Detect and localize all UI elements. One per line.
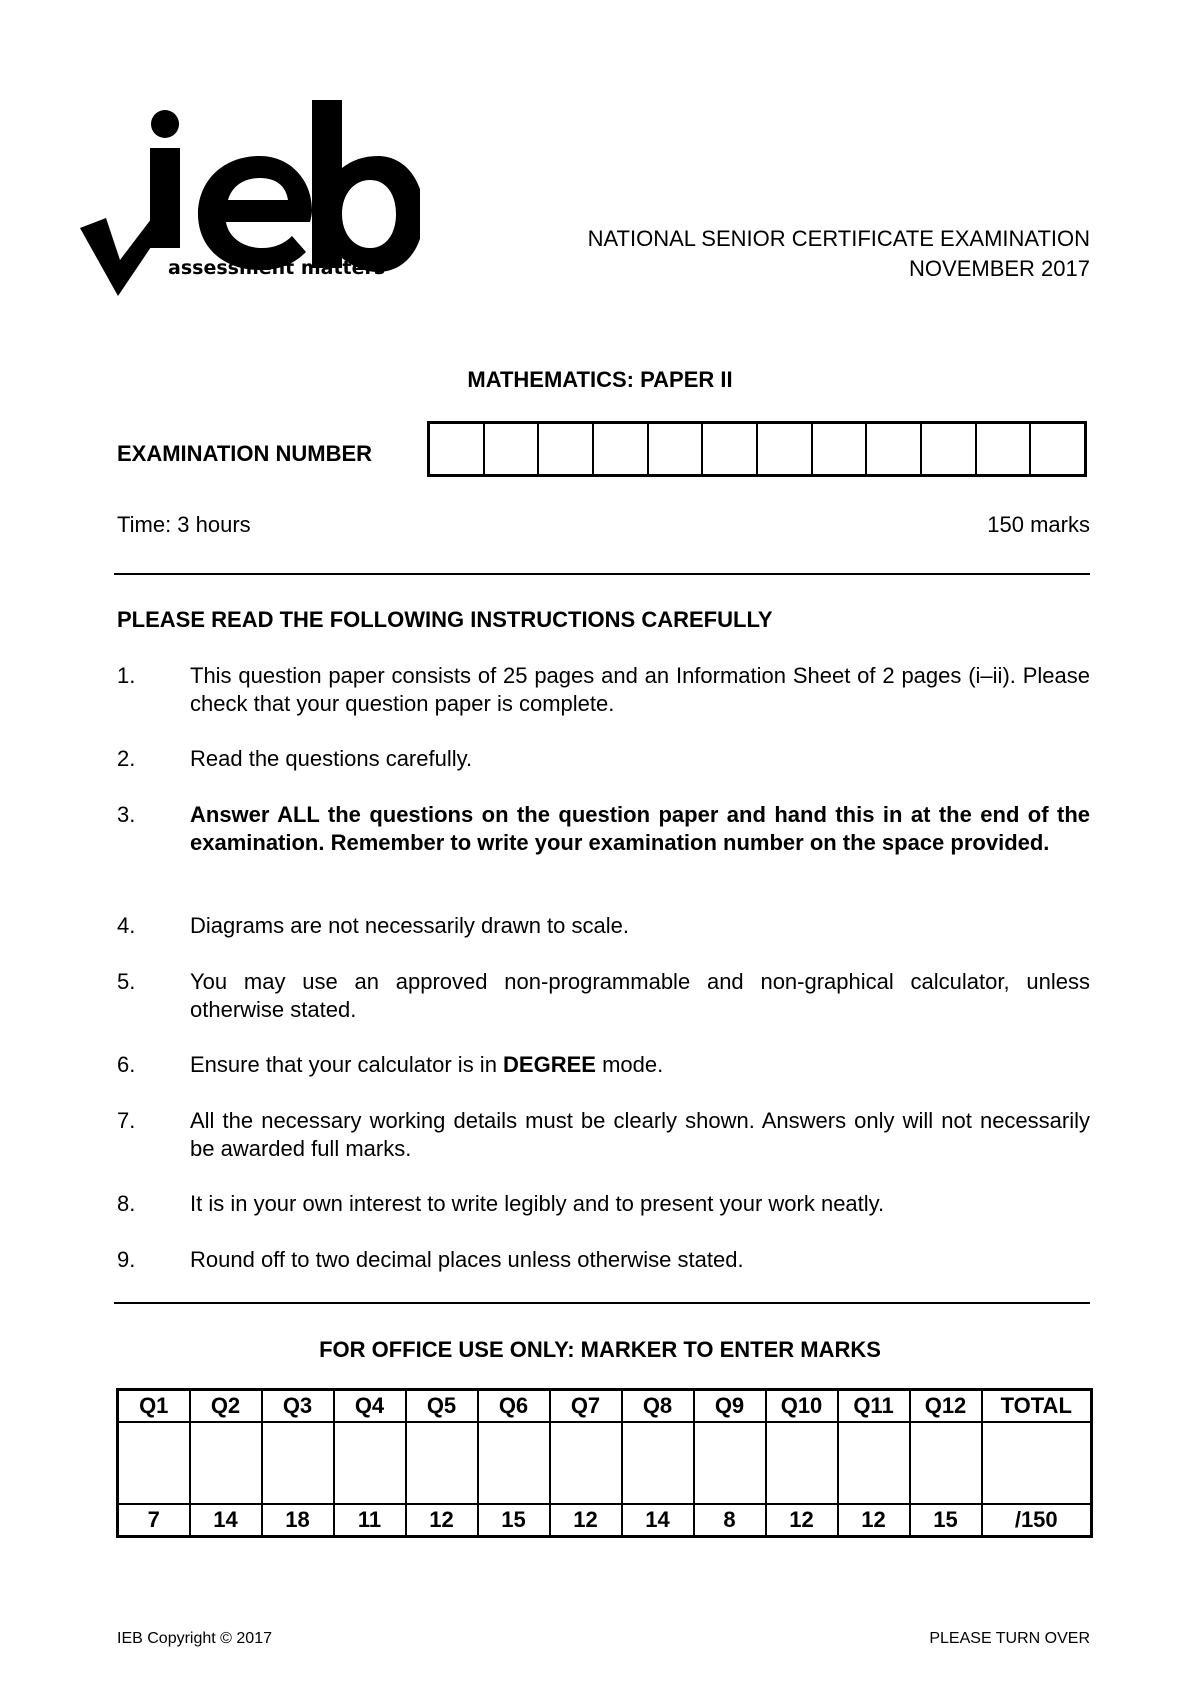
marks-column-header: Q3	[262, 1390, 334, 1423]
instruction-item	[117, 801, 1090, 857]
instruction-number: 3.	[117, 802, 136, 827]
footer-copyright: IEB Copyright © 2017	[117, 1630, 272, 1647]
exam-number-cell[interactable]	[649, 424, 704, 474]
instruction-text-emphasis: ALL	[277, 802, 320, 827]
divider	[114, 1302, 1090, 1304]
marks-entry-cell[interactable]	[262, 1422, 334, 1504]
instruction-number: 7.	[117, 1108, 136, 1133]
marks-column-header: Q1	[118, 1390, 190, 1423]
instruction-text: All the necessary working details must be clearly shown. Answers only will not necessarily be awarded full marks.	[190, 1108, 1090, 1161]
instruction-text: This question paper consists of 25 pages and an Information Sheet of 2 pages (i–ii). Please check that your question paper is complete.	[190, 663, 1090, 716]
exam-title: NATIONAL SENIOR CERTIFICATE EXAMINATION	[587, 226, 1090, 251]
marks-entry-cell[interactable]	[478, 1422, 550, 1504]
exam-number-box[interactable]	[427, 421, 1087, 477]
max-marks-cell: 12	[766, 1504, 838, 1537]
marks-entry-cell[interactable]	[334, 1422, 406, 1504]
marks-column-header: Q11	[838, 1390, 910, 1423]
marks-table	[116, 1388, 1093, 1538]
marks-column-header: Q4	[334, 1390, 406, 1423]
marks-entry-cell[interactable]	[838, 1422, 910, 1504]
instruction-text-part: the questions on the question paper and hand this in at the end of the examination. Remember to write your examination number on the space provided.	[190, 802, 1090, 855]
marks-entry-cell[interactable]	[766, 1422, 838, 1504]
max-marks-cell: 12	[838, 1504, 910, 1537]
instruction-text	[190, 801, 1090, 857]
marks-entry-cell[interactable]	[694, 1422, 766, 1504]
marks-column-header: Q9	[694, 1390, 766, 1423]
exam-number-cell[interactable]	[703, 424, 758, 474]
marks-column-header: Q6	[478, 1390, 550, 1423]
max-marks-cell: 14	[190, 1504, 262, 1537]
max-marks-cell: 18	[262, 1504, 334, 1537]
instruction-text-part: Ensure that your calculator is in	[190, 1052, 504, 1077]
instruction-item	[117, 745, 1090, 773]
exam-number-cell[interactable]	[430, 424, 485, 474]
time-allowed: Time: 3 hours	[117, 512, 251, 537]
instruction-number: 4.	[117, 913, 136, 938]
instruction-item	[117, 1190, 1090, 1218]
exam-number-label: EXAMINATION NUMBER	[117, 441, 373, 466]
instruction-number: 5.	[117, 969, 136, 994]
marks-table-header-row	[118, 1390, 1092, 1423]
marks-entry-cell[interactable]	[118, 1422, 190, 1504]
instruction-item	[117, 912, 1090, 940]
marks-column-header: Q8	[622, 1390, 694, 1423]
subject-title: MATHEMATICS: PAPER II	[467, 367, 733, 392]
instruction-text-emphasis: DEGREE	[503, 1052, 596, 1077]
marks-column-header: Q10	[766, 1390, 838, 1423]
instruction-text: It is in your own interest to write legibly and to present your work neatly.	[190, 1191, 885, 1216]
max-marks-cell: 12	[550, 1504, 622, 1537]
exam-number-cell[interactable]	[977, 424, 1032, 474]
instructions-heading: PLEASE READ THE FOLLOWING INSTRUCTIONS CAREFULLY	[117, 607, 773, 632]
max-marks-cell: /150	[982, 1504, 1092, 1537]
exam-number-cell[interactable]	[867, 424, 922, 474]
instruction-text: Round off to two decimal places unless otherwise stated.	[190, 1247, 744, 1272]
instruction-item	[117, 1107, 1090, 1163]
marks-entry-cell[interactable]	[550, 1422, 622, 1504]
exam-number-cell[interactable]	[539, 424, 594, 474]
marks-column-header: TOTAL	[982, 1390, 1092, 1423]
instruction-number: 9.	[117, 1247, 136, 1272]
exam-number-cell[interactable]	[922, 424, 977, 474]
instruction-text-part: mode.	[595, 1052, 664, 1077]
instruction-text: You may use an approved non-programmable and non-graphical calculator, unless otherwise stated.	[190, 969, 1090, 1022]
instruction-item	[117, 662, 1090, 718]
instruction-number: 6.	[117, 1052, 136, 1077]
max-marks-cell: 7	[118, 1504, 190, 1537]
exam-number-cell[interactable]	[813, 424, 868, 474]
ieb-logo	[80, 100, 420, 330]
marks-table-max-row	[118, 1504, 1092, 1537]
exam-number-cell[interactable]	[594, 424, 649, 474]
marks-entry-cell[interactable]	[190, 1422, 262, 1504]
marks-entry-cell[interactable]	[982, 1422, 1092, 1504]
instruction-number: 2.	[117, 746, 136, 771]
instruction-item	[117, 1051, 1090, 1079]
exam-number-cell[interactable]	[485, 424, 540, 474]
max-marks-cell: 15	[910, 1504, 982, 1537]
logo-tagline: assessment matters	[168, 257, 386, 279]
instruction-item	[117, 1246, 1090, 1274]
exam-number-cell[interactable]	[1031, 424, 1084, 474]
instruction-item	[117, 968, 1090, 1024]
exam-number-cell[interactable]	[758, 424, 813, 474]
marks-column-header: Q5	[406, 1390, 478, 1423]
marks-entry-cell[interactable]	[622, 1422, 694, 1504]
instruction-text: Diagrams are not necessarily drawn to scale.	[190, 913, 629, 938]
marks-entry-cell[interactable]	[910, 1422, 982, 1504]
instruction-number: 1.	[117, 663, 136, 688]
max-marks-cell: 14	[622, 1504, 694, 1537]
instruction-text: Read the questions carefully.	[190, 746, 473, 771]
marks-column-header: Q7	[550, 1390, 622, 1423]
instruction-number: 8.	[117, 1191, 136, 1216]
marks-column-header: Q12	[910, 1390, 982, 1423]
marks-table-entry-row	[118, 1422, 1092, 1504]
office-use-heading: FOR OFFICE USE ONLY: MARKER TO ENTER MARKS	[319, 1337, 881, 1362]
max-marks-cell: 12	[406, 1504, 478, 1537]
marks-entry-cell[interactable]	[406, 1422, 478, 1504]
footer-turn-over: PLEASE TURN OVER	[929, 1630, 1090, 1647]
max-marks-cell: 15	[478, 1504, 550, 1537]
exam-date: NOVEMBER 2017	[909, 256, 1090, 281]
marks-column-header: Q2	[190, 1390, 262, 1423]
instruction-text-part: Answer	[190, 802, 278, 827]
max-marks-cell: 8	[694, 1504, 766, 1537]
total-marks: 150 marks	[987, 512, 1090, 537]
instruction-text	[190, 1051, 1090, 1079]
max-marks-cell: 11	[334, 1504, 406, 1537]
divider	[114, 573, 1090, 575]
